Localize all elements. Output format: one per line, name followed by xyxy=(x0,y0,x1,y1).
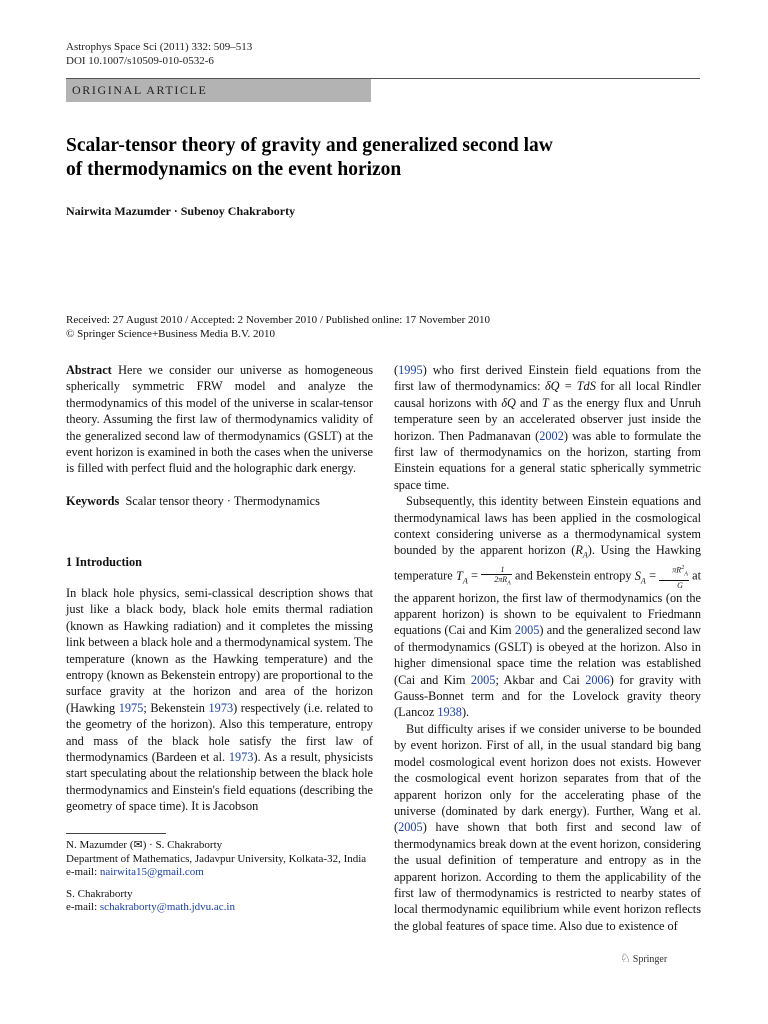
email-label: e-mail: xyxy=(66,901,100,913)
intro-text-3: ) respectively (i.e. related to the geometry of the horizon). Also this temperature, entropy and mass of the black hole satisfy the first law of thermodynamics (Bardeen et al. xyxy=(66,700,374,765)
fraction: $\frac{1}{2\pi R_A}$ xyxy=(481,565,512,589)
math-symbol: $T_A$ xyxy=(455,568,468,586)
text: ) for gravity with Gauss-Bonnet term and for the Lovelock gravity theory (Lancoz xyxy=(394,672,701,720)
math-symbol: T xyxy=(541,395,549,410)
journal-header xyxy=(66,40,252,68)
text: ) was able to formulate the first law of thermodynamics on the horizon, starting from Einstein equations for a general static spherically symmetric space time. xyxy=(394,428,701,492)
paper-title xyxy=(66,134,666,182)
abstract-block xyxy=(66,362,373,509)
citation-wang-2005[interactable]: 2005 xyxy=(398,820,423,835)
title-line-1: Scalar-tensor theory of gravity and generalized second law xyxy=(66,135,553,156)
copyright: © Springer Science+Business Media B.V. 2010 xyxy=(66,328,275,340)
paragraph: (1995) who first derived Einstein field equations from the first law of thermodynamics: δQ = TdS for all local Rindler causal horizons with δQ and T as the energy flux and Unruh temperature seen by an accelerated observer just inside the horizon. Then Padmanavan (2002) was able to formulate the first law of thermodynamics on the horizon, starting from Einstein equations for a general static spherically symmetric space time. xyxy=(394,363,701,492)
springer-horse-icon: ♘ xyxy=(620,951,631,965)
text: and xyxy=(515,395,542,410)
author-affiliations xyxy=(66,839,373,915)
text: = xyxy=(467,568,482,583)
email-link-mazumder[interactable]: nairwita15@gmail.com xyxy=(99,866,204,878)
text: But difficulty arises if we consider universe to be bounded by event horizon. First of all, in the usual standard big bang model cosmological event horizon does not exists. However the cosmological event horizon separates from that of the apparent horizon only for the accelerating phase of the universe (dominated by dark energy). Further, Wang et al. ( xyxy=(394,721,701,835)
email-link-chakraborty[interactable]: schakraborty@math.jdvu.ac.in xyxy=(99,901,235,913)
math-symbol: $R_A$ xyxy=(575,543,588,560)
text: for all local Rindler causal horizons with xyxy=(394,379,701,410)
section-heading-introduction: 1 Introduction xyxy=(66,555,142,569)
math-symbol: δQ xyxy=(501,395,516,410)
paragraph xyxy=(394,493,701,721)
affil-name-2: S. Chakraborty xyxy=(66,887,133,900)
text: ). xyxy=(461,705,470,720)
title-line-2: of thermodynamics on the event horizon xyxy=(66,159,402,180)
text: ) and the generalized second law of thermodynamics (GSLT) is obeyed at the horizon. Also in higher dimensional space time the relation was established (Cai and Kim xyxy=(394,623,701,687)
introduction-paragraph xyxy=(66,585,373,815)
journal-citation: Astrophys Space Sci (2011) 332: 509–513 xyxy=(66,41,253,53)
doi: DOI 10.1007/s10509-010-0532-6 xyxy=(66,55,214,67)
text: ) have shown that both first and second law of thermodynamics break down at the event horizon, considering the usual definition of temperature and entropy as in the apparent horizon. According to them the applicability of the first law of thermodynamics is restricted to nearby states of local thermodynamic equilibrium while event horizon reflects the global features of space time. Also due to existence of xyxy=(394,820,701,933)
citation-bardeen-1973[interactable]: 1973 xyxy=(228,750,254,765)
email-label: e-mail: xyxy=(66,866,100,878)
text: Subsequently, this identity between Einstein equations and thermodynamical laws has been applied in the cosmological context considering universe as a thermodynamical system bounded by the apparent horizon ( xyxy=(394,494,701,558)
text: as the energy flux and Unruh temperature seen by an accelerated observer just inside the horizon. Then Padmanavan ( xyxy=(394,395,701,443)
author-list: Nairwita Mazumder · Subenoy Chakraborty xyxy=(66,204,296,218)
intro-text-4: ). As a result, physicists start speculating about the relationship between the black hole thermodynamics and Einstein's field equations (describing the geometry of space time). It is Jacobson xyxy=(66,750,373,814)
citation-cai-kim-2005[interactable]: 2005 xyxy=(514,623,540,638)
affil-names: N. Mazumder (✉) · S. Chakraborty xyxy=(66,839,223,851)
intro-text-1: In black hole physics, semi-classical description shows that just like a black body, black hole emits thermal radiation (known as Hawking radiation) and it completes the missing link between a black hole and a thermodynamical system. The temperature (known as the Hawking temperature) and the entropy (known as Bekenstein entropy) are proportional to the surface gravity at the horizon and area of the horizon (Hawking xyxy=(66,586,373,715)
keywords-text: Scalar tensor theory · Thermodynamics xyxy=(125,493,320,508)
right-column xyxy=(394,362,701,934)
text: ). Using the Hawking temperature xyxy=(394,543,702,583)
citation-cai-kim-2005[interactable]: 2005 xyxy=(470,672,496,687)
footnote-rule xyxy=(66,833,166,834)
abstract-text: Here we consider our universe as homogeneous spherically symmetric FRW model and analyze the thermodynamics of this model of the universe in scalar-tensor theory. Assuming the first law of thermodynamics validity of the generalized second law of thermodynamics (GSLT) at the event horizon is examined in both the cases when the universe is filled with perfect fluid and the holographic dark energy. xyxy=(66,363,374,476)
intro-text-2: ; Bekenstein xyxy=(143,700,209,715)
affil-department: Department of Mathematics, Jadavpur University, Kolkata-32, India xyxy=(66,852,367,865)
publisher-footer xyxy=(620,951,667,966)
keywords-label: Keywords xyxy=(66,493,120,508)
paragraph xyxy=(394,721,701,934)
citation-akbar-cai-2006[interactable]: 2006 xyxy=(585,672,610,687)
publisher-name: Springer xyxy=(632,954,668,965)
text: and Bekenstein entropy xyxy=(511,568,635,583)
text: at the apparent horizon, the first law of thermodynamics (on the apparent horizon) is shown to be equivalent to Friedmann equations (Cai and Kim xyxy=(394,568,701,638)
math-symbol: $S_A$ xyxy=(634,568,646,586)
text: ) who first derived Einstein field equations from the first law of thermodynamics: xyxy=(394,363,701,394)
citation-jacobson-1995[interactable]: 1995 xyxy=(398,363,423,377)
fraction: $\frac{\pi R^2_A}{G}$ xyxy=(659,564,689,589)
citation-lancoz-1938[interactable]: 1938 xyxy=(437,705,462,720)
equation: δQ = TdS xyxy=(544,379,596,394)
citation-bekenstein-1973[interactable]: 1973 xyxy=(208,700,234,715)
citation-hawking-1975[interactable]: 1975 xyxy=(118,700,144,715)
text: = xyxy=(645,568,660,583)
history-dates: Received: 27 August 2010 / Accepted: 2 November 2010 / Published online: 17 November 2010 xyxy=(66,314,491,326)
text: ; Akbar and Cai xyxy=(495,672,586,687)
abstract-label: Abstract xyxy=(66,363,112,377)
citation-padmanavan-2002[interactable]: 2002 xyxy=(539,428,564,443)
publication-history xyxy=(66,313,490,341)
article-type-badge: ORIGINAL ARTICLE xyxy=(66,79,371,102)
